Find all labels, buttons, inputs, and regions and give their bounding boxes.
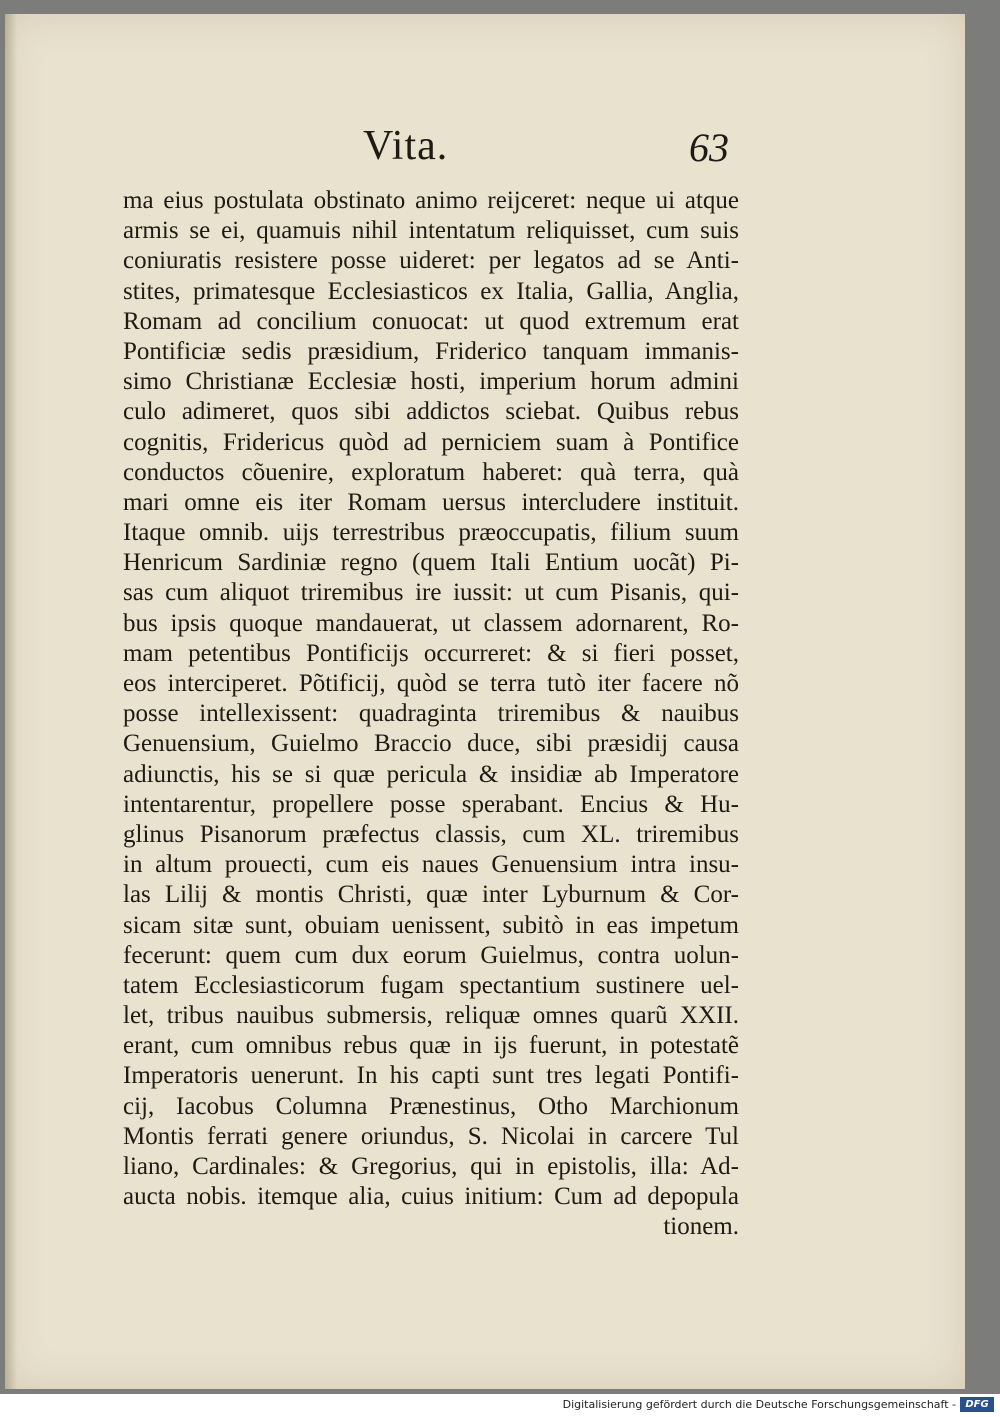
text-line: cognitis, Fridericus quòd ad perniciem suam à Pontifice <box>123 428 739 456</box>
text-line: erant, cum omnibus rebus quæ in ijs fuerunt, in potestatẽ <box>123 1032 739 1060</box>
dfg-logo: DFG <box>960 1397 994 1412</box>
text-line: Romam ad concilium conuocat: ut quod extremum erat <box>123 307 739 335</box>
running-head: Vita. <box>363 123 449 169</box>
text-line: intentarentur, propellere posse sperabant. Encius & Hu- <box>123 790 739 818</box>
text-line: mam petentibus Pontificijs occurreret: & si fieri posset, <box>123 639 739 667</box>
text-line: culo adimeret, quos sibi addictos sciebat. Quibus rebus <box>123 398 739 426</box>
text-line: aucta nobis. itemque alia, cuius initium: Cum ad depopula <box>123 1183 739 1211</box>
text-line: glinus Pisanorum præfectus classis, cum XL. triremibus <box>123 820 739 848</box>
text-line: bus ipsis quoque mandauerat, ut classem adornarent, Ro- <box>123 609 739 637</box>
text-line: cij, Iacobus Columna Prænestinus, Otho Marchionum <box>123 1092 739 1120</box>
text-line: Itaque omnib. uijs terrestribus præoccupatis, filium suum <box>123 519 739 547</box>
page-edge-shadow <box>5 14 17 1389</box>
text-line: sas cum aliquot triremibus ire iussit: ut cum Pisanis, qui- <box>123 579 739 607</box>
text-line: fecerunt: quem cum dux eorum Guielmus, contra uolun- <box>123 941 739 969</box>
text-block <box>123 186 739 1243</box>
text-line: Montis ferrati genere oriundus, S. Nicolai in carcere Tul <box>123 1122 739 1150</box>
page-number: 63 <box>689 125 729 170</box>
text-line: Imperatoris uenerunt. In his capti sunt tres legati Pontifi- <box>123 1062 739 1090</box>
text-line: ma eius postulata obstinato animo reijceret: neque ui atque <box>123 187 739 214</box>
text-line: simo Christianæ Ecclesiæ hosti, imperium horum admini <box>123 368 739 396</box>
text-line: eos interciperet. Põtificij, quòd se terra tutò iter facere nõ <box>123 670 739 697</box>
text-line: armis se ei, quamuis nihil intentatum reliquisset, cum suis <box>123 217 739 245</box>
text-line: in altum prouecti, cum eis naues Genuensium intra insu- <box>123 851 739 879</box>
text-line: Genuensium, Guielmo Braccio duce, sibi præsidij causa <box>123 730 739 758</box>
text-line: let, tribus nauibus submersis, reliquæ omnes quarũ XXII. <box>123 1002 739 1030</box>
funding-notice: Digitalisierung gefördert durch die Deutsche Forschungsgemeinschaft - <box>562 1398 956 1411</box>
footer-bar <box>0 1394 1000 1417</box>
text-line: tatem Ecclesiasticorum fugam spectantium sustinere uel- <box>123 971 739 999</box>
text-line: mari omne eis iter Romam uersus intercludere instituit. <box>123 488 739 516</box>
text-line: adiunctis, his se si quæ pericula & insidiæ ab Imperatore <box>123 760 739 788</box>
text-line: liano, Cardinales: & Gregorius, qui in epistolis, illa: Ad- <box>123 1153 739 1180</box>
text-line: conductos cõuenire, exploratum haberet: quà terra, quà <box>123 458 739 486</box>
text-line: las Lilij & montis Christi, quæ inter Lyburnum & Cor- <box>123 881 739 909</box>
text-line: posse intellexissent: quadraginta triremibus & nauibus <box>123 700 739 728</box>
text-line: sicam sitæ sunt, obuiam uenissent, subitò in eas impetum <box>123 911 739 939</box>
text-line: stites, primatesque Ecclesiasticos ex Italia, Gallia, Anglia, <box>123 277 739 305</box>
book-page <box>5 14 965 1389</box>
text-line: coniuratis resistere posse uideret: per legatos ad se Anti- <box>123 247 739 275</box>
text-line: Henricum Sardiniæ regno (quem Itali Entium uocãt) Pi- <box>123 549 739 577</box>
text-line-catchword: tionem. <box>663 1213 739 1241</box>
text-line: Pontificiæ sedis præsidium, Friderico tanquam immanis- <box>123 337 739 365</box>
